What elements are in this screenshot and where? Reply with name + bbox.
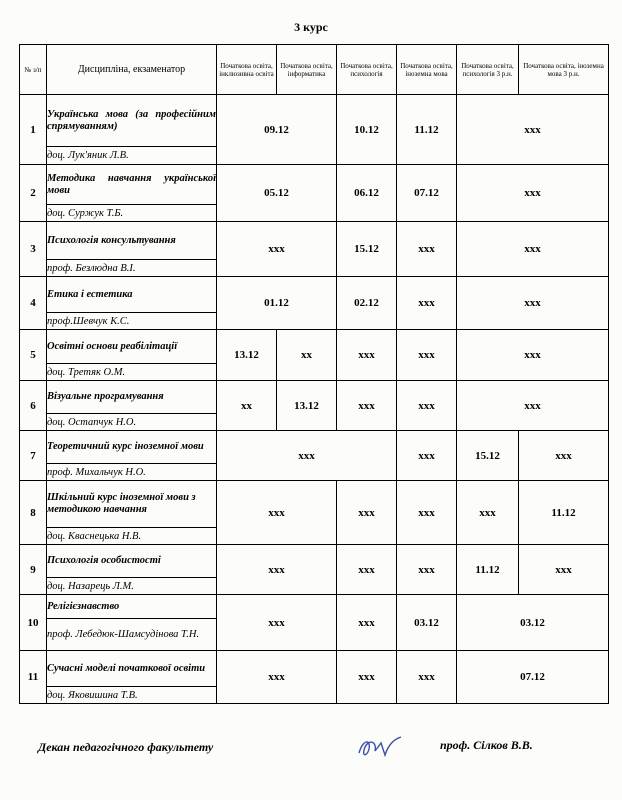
examiner-name: доц. Яковишина Т.В.	[47, 687, 217, 704]
exam-date-cell: ххх	[457, 381, 609, 431]
exam-date-cell: ххх	[519, 431, 609, 481]
table-row	[20, 381, 609, 414]
row-number: 4	[20, 277, 47, 330]
exam-date-cell: 03.12	[457, 595, 609, 651]
exam-date-cell: 09.12	[217, 95, 337, 165]
discipline-name: Теоретичний курс іноземної мови	[47, 431, 217, 464]
exam-date-cell: 13.12	[277, 381, 337, 431]
header-col-2: Початкова освіта, інформатика	[277, 45, 337, 95]
exam-date-cell: ххх	[217, 222, 337, 277]
exam-date-cell: хх	[217, 381, 277, 431]
dean-name: проф. Сілков В.В.	[440, 738, 533, 752]
header-col-3: Початкова освіта, психологія	[337, 45, 397, 95]
exam-date-cell: ххх	[217, 651, 337, 704]
exam-date-cell: ххх	[217, 595, 337, 651]
exam-date-cell: ххх	[397, 431, 457, 481]
discipline-name: Візуальне програмування	[47, 381, 217, 414]
page-title: 3 курс	[294, 20, 328, 34]
discipline-name: Методика навчання української мови	[47, 165, 217, 205]
exam-date-cell: ххх	[457, 165, 609, 222]
handwritten-signature	[355, 733, 405, 763]
header-num: № з/п	[20, 45, 47, 95]
discipline-name: Шкільний курс іноземної мови з методикою навчання	[47, 481, 217, 528]
exam-date-cell: 03.12	[397, 595, 457, 651]
examiner-name: доц. Третяк О.М.	[47, 364, 217, 381]
examiner-name: доц. Назарець Л.М.	[47, 578, 217, 595]
table-row	[20, 95, 609, 147]
row-number: 10	[20, 595, 47, 651]
table-row	[20, 431, 609, 464]
examiner-name: проф. Лебедюк-Шамсудінова Т.Н.	[47, 619, 217, 651]
table-row	[20, 277, 609, 313]
discipline-name: Етика і естетика	[47, 277, 217, 313]
row-number: 9	[20, 545, 47, 595]
row-number: 3	[20, 222, 47, 277]
table-row	[20, 222, 609, 260]
exam-date-cell: 11.12	[519, 481, 609, 545]
header-col-4: Початкова освіта, іноземна мова	[397, 45, 457, 95]
header-discipline: Дисципліна, екзаменатор	[47, 45, 217, 95]
exam-date-cell: ххх	[397, 381, 457, 431]
row-number: 8	[20, 481, 47, 545]
table-row	[20, 481, 609, 528]
exam-date-cell: 07.12	[397, 165, 457, 222]
discipline-name: Психологія консультування	[47, 222, 217, 260]
exam-date-cell: ххх	[337, 545, 397, 595]
exam-date-cell: ххх	[397, 545, 457, 595]
table-row	[20, 545, 609, 578]
exam-date-cell: 06.12	[337, 165, 397, 222]
exam-date-cell: 01.12	[217, 277, 337, 330]
exam-date-cell: 11.12	[397, 95, 457, 165]
exam-date-cell: ххх	[457, 277, 609, 330]
header-col-6: Початкова освіта, іноземна мова 3 р.н.	[519, 45, 609, 95]
discipline-name: Релігієзнавство	[47, 595, 217, 619]
examiner-name: проф. Михальчук Н.О.	[47, 464, 217, 481]
exam-date-cell: хх	[277, 330, 337, 381]
exam-date-cell: ххх	[519, 545, 609, 595]
exam-date-cell: ххх	[337, 595, 397, 651]
exam-date-cell: ххх	[337, 330, 397, 381]
row-number: 6	[20, 381, 47, 431]
table-row	[20, 165, 609, 205]
discipline-name: Освітні основи реабілітації	[47, 330, 217, 364]
discipline-name: Сучасні моделі початкової освіти	[47, 651, 217, 687]
examiner-name: доц. Суржук Т.Б.	[47, 205, 217, 222]
examiner-name: доц. Остапчук Н.О.	[47, 414, 217, 431]
exam-date-cell: ххх	[397, 651, 457, 704]
exam-date-cell: 07.12	[457, 651, 609, 704]
exam-date-cell: 10.12	[337, 95, 397, 165]
exam-date-cell: ххх	[397, 481, 457, 545]
table-row	[20, 330, 609, 364]
exam-date-cell: 05.12	[217, 165, 337, 222]
exam-date-cell: ххх	[217, 431, 397, 481]
header-col-1: Початкова освіта, інклюзивна освіта	[217, 45, 277, 95]
exam-date-cell: ххх	[397, 222, 457, 277]
discipline-name: Українська мова (за професійним спрямуванням)	[47, 95, 217, 147]
examiner-name: доц. Лук'яник Л.В.	[47, 147, 217, 165]
examiner-name: проф. Безлюдна В.І.	[47, 260, 217, 277]
table-row	[20, 651, 609, 687]
exam-date-cell: 15.12	[457, 431, 519, 481]
exam-date-cell: 02.12	[337, 277, 397, 330]
header-col-5: Початкова освіта, психологія 3 р.н.	[457, 45, 519, 95]
row-number: 11	[20, 651, 47, 704]
examiner-name: доц. Кваснецька Н.В.	[47, 528, 217, 545]
exam-date-cell: 15.12	[337, 222, 397, 277]
exam-date-cell: ххх	[217, 481, 337, 545]
header-row	[20, 45, 609, 95]
dean-title: Декан педагогічного факультету	[38, 740, 214, 754]
row-number: 1	[20, 95, 47, 165]
exam-date-cell: ххх	[397, 277, 457, 330]
exam-schedule-table	[19, 44, 609, 704]
exam-date-cell: ххх	[337, 381, 397, 431]
examiner-name: проф.Шевчук К.С.	[47, 313, 217, 330]
row-number: 5	[20, 330, 47, 381]
table-row	[20, 595, 609, 619]
exam-date-cell: ххх	[337, 651, 397, 704]
exam-date-cell: ххх	[217, 545, 337, 595]
exam-date-cell: 11.12	[457, 545, 519, 595]
exam-date-cell: ххх	[457, 481, 519, 545]
exam-date-cell: ххх	[457, 95, 609, 165]
exam-date-cell: ххх	[397, 330, 457, 381]
exam-date-cell: ххх	[337, 481, 397, 545]
exam-date-cell: ххх	[457, 222, 609, 277]
row-number: 7	[20, 431, 47, 481]
discipline-name: Психологія особистості	[47, 545, 217, 578]
exam-date-cell: ххх	[457, 330, 609, 381]
exam-date-cell: 13.12	[217, 330, 277, 381]
row-number: 2	[20, 165, 47, 222]
